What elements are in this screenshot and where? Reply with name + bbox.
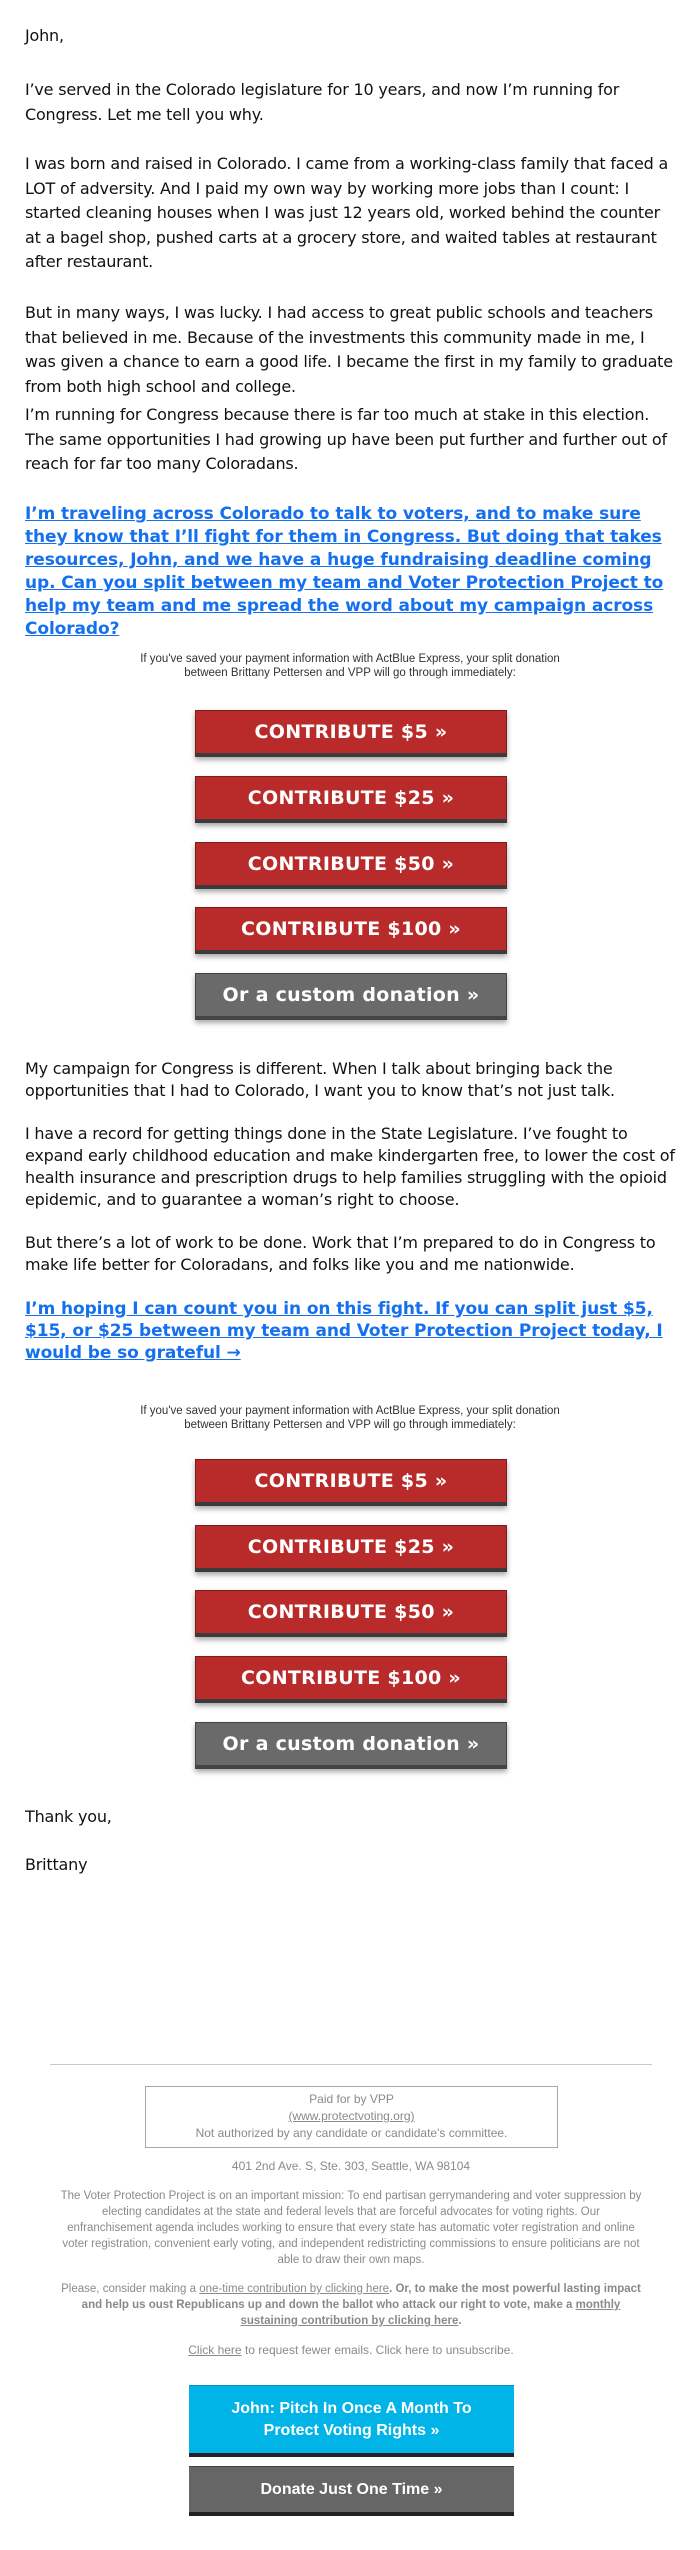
one-time-donate-button[interactable]: Donate Just One Time » bbox=[189, 2466, 514, 2516]
address: 401 2nd Ave. S, Ste. 303, Seattle, WA 98104 bbox=[231, 2159, 471, 2173]
please-text: Please, consider making a bbox=[61, 2283, 200, 2295]
paragraph: I’m running for Congress because there is far too much at stake in this election. The same opportunities I had growing up have been put further and further out of reach for far too many Coloradans. bbox=[25, 405, 667, 473]
greeting: John, bbox=[25, 26, 64, 45]
unsubscribe-link[interactable]: to request fewer emails. Click here to unsubscribe. bbox=[241, 2343, 514, 2357]
paid-for-box bbox=[145, 2086, 558, 2148]
contribute-50-button[interactable]: CONTRIBUTE $50 » bbox=[195, 1590, 507, 1637]
paragraph: I was born and raised in Colorado. I came from a working-class family that faced a LOT of adversity. And I paid my own way by working more jobs than I count: I started cleaning houses when I was just 12 years old, worked behind the counter at a bagel shop, pushed carts at a grocery store, and waited tables at restaurant after restaurant. bbox=[25, 154, 669, 271]
one-time-link[interactable]: one-time contribution by clicking here bbox=[199, 2283, 390, 2295]
contribute-100-button[interactable]: CONTRIBUTE $100 » bbox=[195, 1656, 507, 1703]
paragraph: But there’s a lot of work to be done. Work that I’m prepared to do in Congress to make life better for Coloradans, and folks like you and me nationwide. bbox=[25, 1233, 656, 1274]
contribute-5-button[interactable]: CONTRIBUTE $5 » bbox=[195, 1459, 507, 1506]
unsubscribe-text bbox=[50, 2343, 652, 2357]
monthly-donate-button[interactable]: John: Pitch In Once A Month To Protect Voting Rights » bbox=[189, 2385, 514, 2457]
signature: Brittany bbox=[25, 1855, 88, 1874]
divider bbox=[50, 2064, 652, 2065]
fewer-emails-link[interactable]: Click here bbox=[188, 2343, 242, 2357]
contribute-5-button[interactable]: CONTRIBUTE $5 » bbox=[195, 710, 507, 757]
contribute-50-button[interactable]: CONTRIBUTE $50 » bbox=[195, 842, 507, 889]
express-note: If you've saved your payment information with ActBlue Express, your split donation between Brittany Pettersen and VPP will go through immediately: bbox=[140, 1405, 560, 1431]
website-link[interactable]: (www.protectvoting.org) bbox=[288, 2109, 415, 2123]
disclaimer: Not authorized by any candidate or candidate's committee. bbox=[195, 2126, 508, 2140]
contribution-text bbox=[60, 2281, 642, 2329]
mission-statement: The Voter Protection Project is on an important mission: To end partisan gerrymandering and voter suppression by electing candidates at the state and federal levels that are forceful advocates for voting rights. Our enfranchisement agenda includes working to ensure that every state has automatic voter registration and online voter registration, convenient early voting, and independent redistricting commissions to ensure politicians are not able to draw their own maps. bbox=[60, 2190, 642, 2266]
paragraph: My campaign for Congress is different. When I talk about bringing back the opportunities that I had to Colorado, I want you to know that’s not just talk. bbox=[25, 1059, 615, 1100]
contribute-100-button[interactable]: CONTRIBUTE $100 » bbox=[195, 907, 507, 954]
paragraph: I’ve served in the Colorado legislature for 10 years, and now I’m running for Congress. Let me tell you why. bbox=[25, 80, 620, 124]
signoff: Thank you, bbox=[25, 1807, 112, 1826]
donate-link-2[interactable]: I’m hoping I can count you in on this fight. If you can split just $5, $15, or $25 between my team and Voter Protection Project today, I would be so grateful → bbox=[25, 1299, 663, 1363]
custom-donation-button[interactable]: Or a custom donation » bbox=[195, 1722, 507, 1769]
express-note: If you've saved your payment information with ActBlue Express, your split donation between Brittany Pettersen and VPP will go through immediately: bbox=[140, 653, 560, 679]
custom-donation-button[interactable]: Or a custom donation » bbox=[195, 973, 507, 1020]
period: . bbox=[458, 2315, 462, 2327]
donate-link-1[interactable]: I’m traveling across Colorado to talk to voters, and to make sure they know that I’ll fight for them in Congress. But doing that takes resources, John, and we have a huge fundraising deadline coming up. Can you split between my team and Voter Protection Project to help my team and me spread the word about my campaign across Colorado? bbox=[25, 504, 664, 639]
contribute-25-button[interactable]: CONTRIBUTE $25 » bbox=[195, 1525, 507, 1572]
contribute-25-button[interactable]: CONTRIBUTE $25 » bbox=[195, 776, 507, 823]
paid-for: Paid for by VPP bbox=[309, 2092, 394, 2106]
bold-text: . Or, to make the most powerful lasting impact and help us oust Republicans up and down the ballot who attack our right to vote, make a bbox=[81, 2283, 641, 2311]
paragraph: I have a record for getting things done in the State Legislature. I’ve fought to expand early childhood education and make kindergarten free, to lower the cost of health insurance and prescription drugs to help families struggling with the opioid epidemic, and to guarantee a woman’s right to choose. bbox=[25, 1124, 675, 1209]
monthly-link[interactable]: monthly sustaining contribution by clicking here bbox=[240, 2299, 621, 2327]
paragraph: But in many ways, I was lucky. I had access to great public schools and teachers that believed in me. Because of the investments this community made in me, I was given a chance to earn a good life. I became the first in my family to graduate from both high school and college. bbox=[25, 303, 673, 396]
